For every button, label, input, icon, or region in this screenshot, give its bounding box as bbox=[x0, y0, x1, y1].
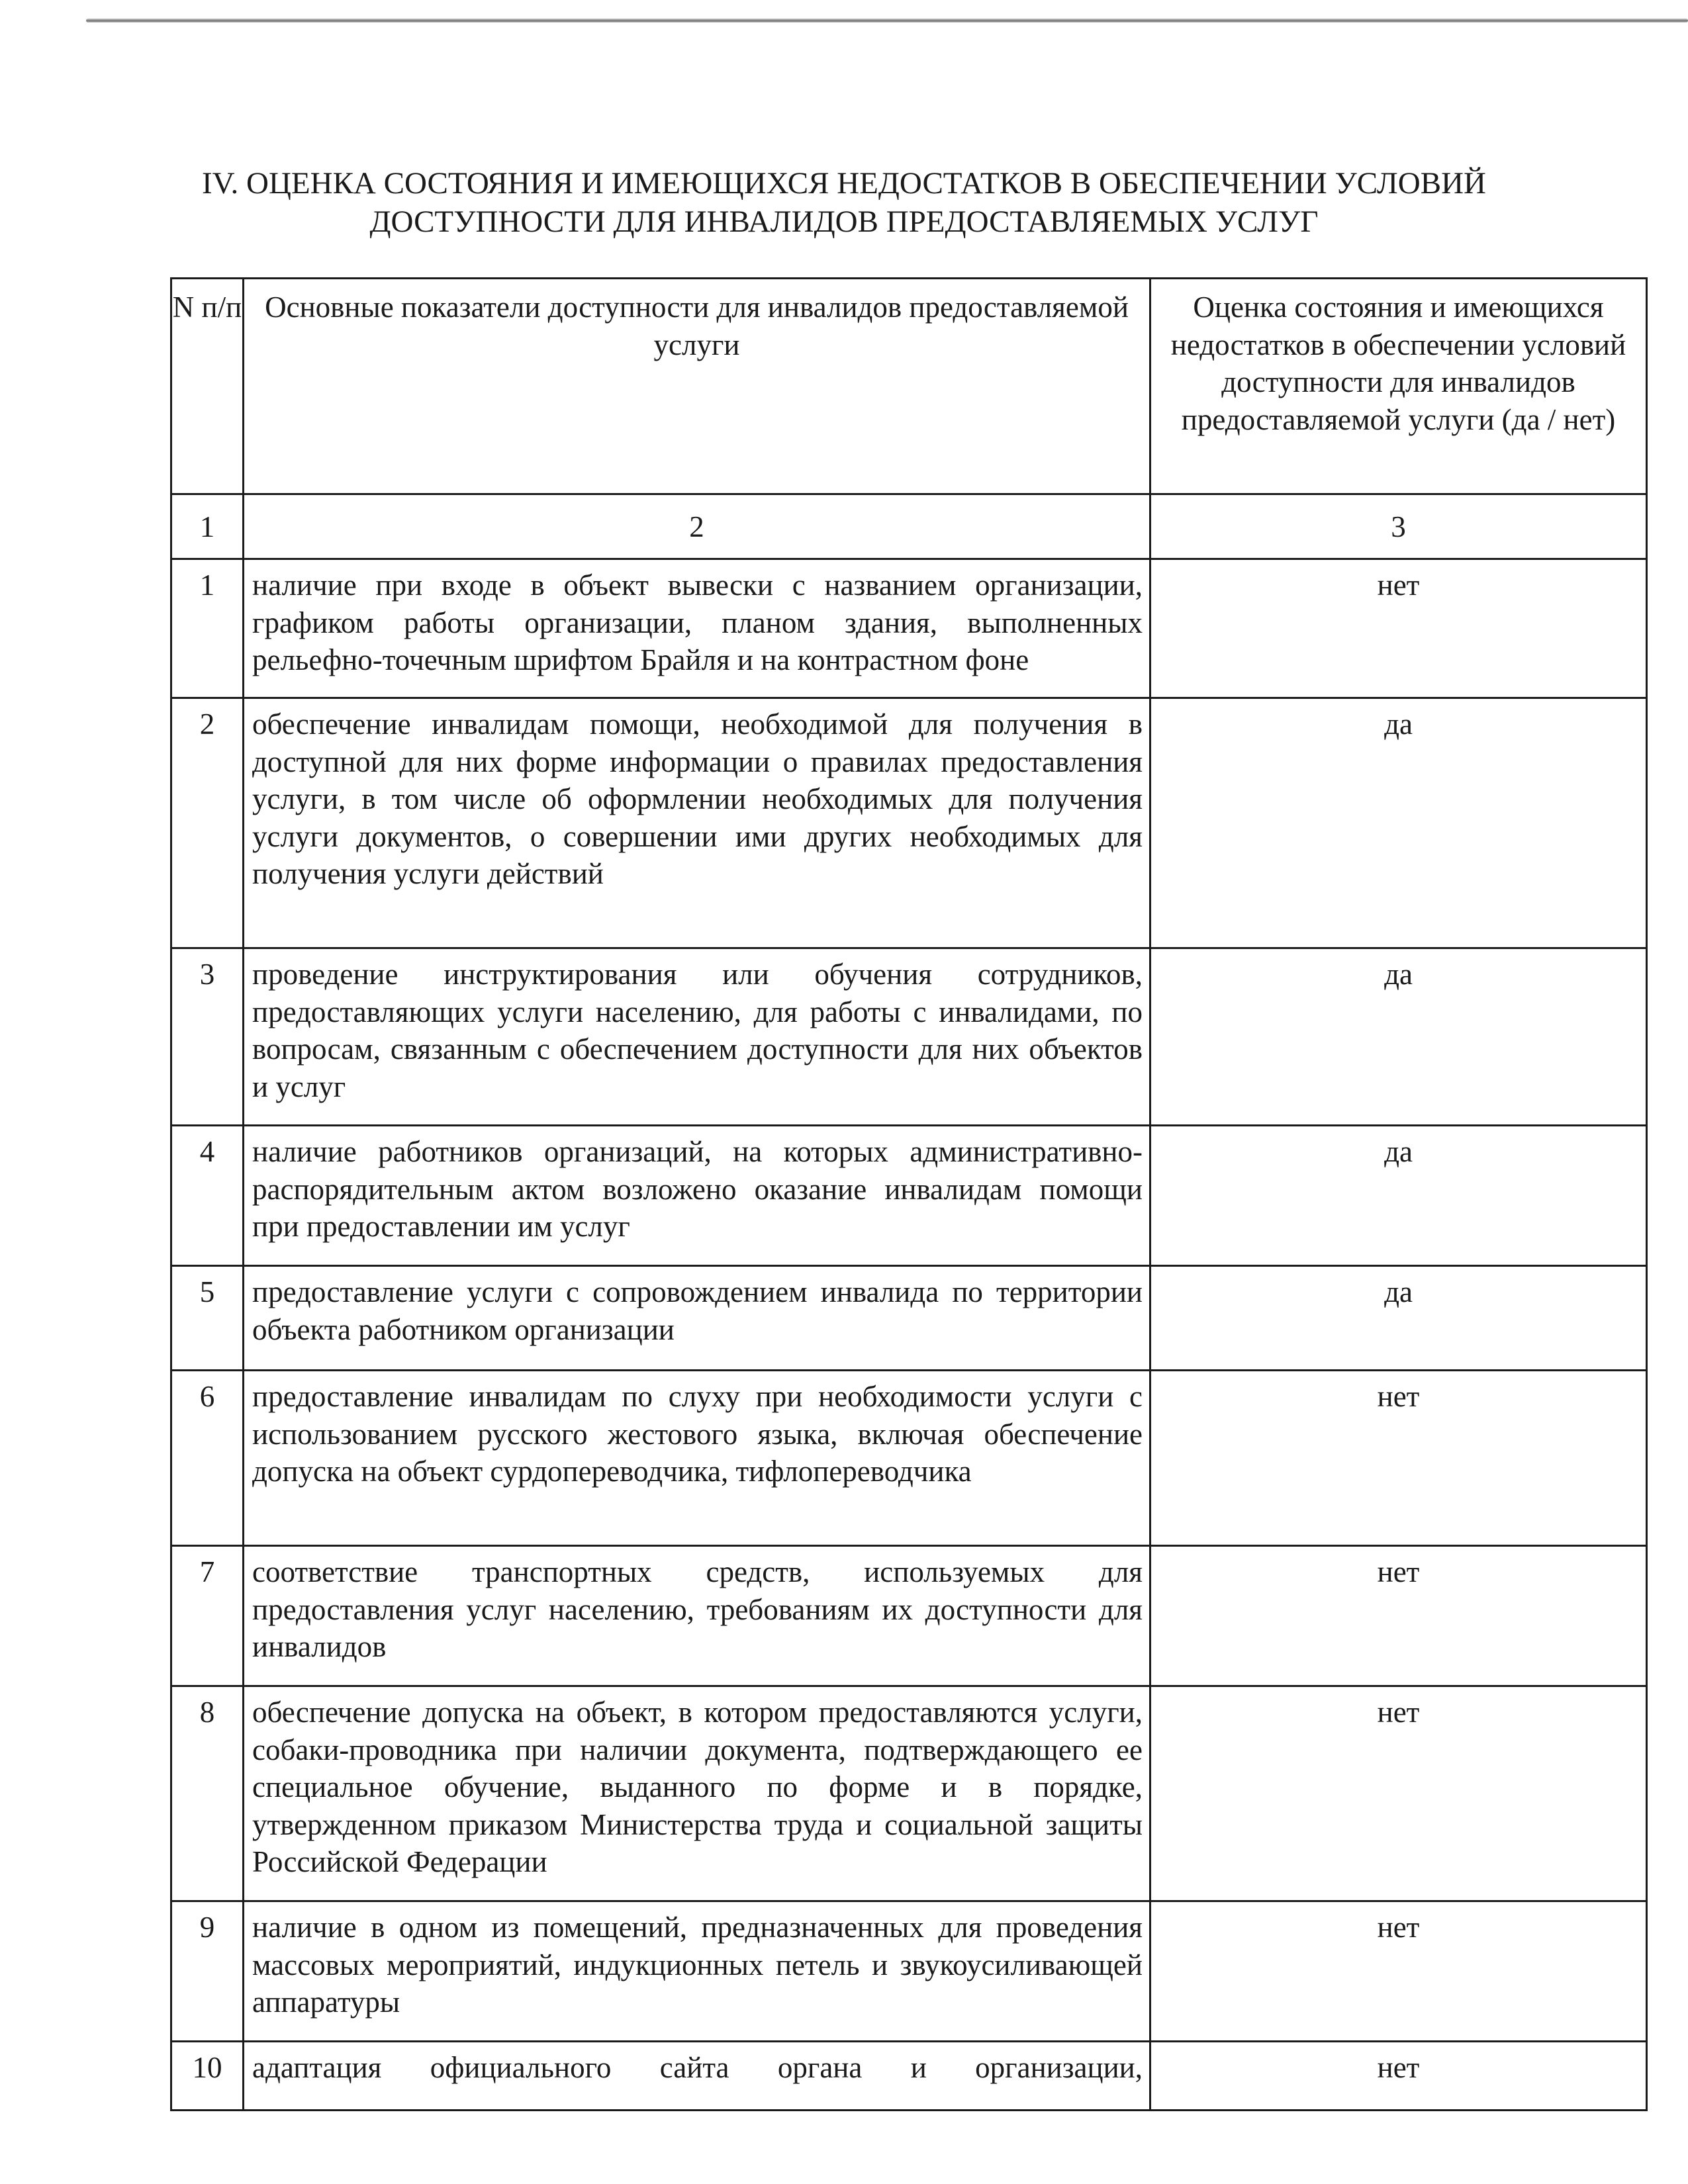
section-title-line-1: IV. ОЦЕНКА СОСТОЯНИЯ И ИМЕЮЩИХСЯ НЕДОСТАТКОВ В ОБЕСПЕЧЕНИИ УСЛОВИЙ bbox=[202, 166, 1486, 201]
header-row bbox=[171, 279, 1647, 494]
row-value: да bbox=[1150, 698, 1647, 948]
row-indicator: наличие работников организаций, на которых административно-распорядительным актом возложено оказание инвалидам помощи при предоставлении им услуг bbox=[244, 1126, 1150, 1266]
header-assessment: Оценка состояния и имеющихся недостатков в обеспечении условий доступности для инвалидов предоставляемой услуги (да / нет) bbox=[1150, 279, 1647, 494]
table-row bbox=[171, 698, 1647, 948]
scan-edge-shadow bbox=[86, 19, 1688, 23]
row-number: 5 bbox=[171, 1266, 244, 1371]
column-number-3: 3 bbox=[1150, 494, 1647, 559]
table-row bbox=[171, 1371, 1647, 1546]
row-indicator: предоставление услуги с сопровождением инвалида по территории объекта работником организации bbox=[244, 1266, 1150, 1371]
row-indicator: обеспечение допуска на объект, в котором предоставляются услуги, собаки-проводника при наличии документа, подтверждающего ее специальное обучение, выданного по форме и в порядке, утвержденном приказом Министерства труда и социальной защиты Российской Федерации bbox=[244, 1686, 1150, 1901]
row-indicator: обеспечение инвалидам помощи, необходимой для получения в доступной для них форме информации о правилах предоставления услуги, в том числе об оформлении необходимых для получения услуги документов, о совершении ими других необходимых для получения услуги действий bbox=[244, 698, 1150, 948]
row-indicator: соответствие транспортных средств, используемых для предоставления услуг населению, требованиям их доступности для инвалидов bbox=[244, 1546, 1150, 1686]
row-value: нет bbox=[1150, 2042, 1647, 2111]
table-row bbox=[171, 1901, 1647, 2042]
row-value: нет bbox=[1150, 1371, 1647, 1546]
row-indicator: наличие в одном из помещений, предназначенных для проведения массовых мероприятий, индукционных петель и звукоусиливающей аппаратуры bbox=[244, 1901, 1150, 2042]
row-number: 4 bbox=[171, 1126, 244, 1266]
column-number-2: 2 bbox=[244, 494, 1150, 559]
section-title-line-2: ДОСТУПНОСТИ ДЛЯ ИНВАЛИДОВ ПРЕДОСТАВЛЯЕМЫХ УСЛУГ bbox=[369, 205, 1319, 239]
row-value: да bbox=[1150, 948, 1647, 1126]
section-title bbox=[0, 164, 1688, 241]
row-number: 1 bbox=[171, 559, 244, 698]
table-row bbox=[171, 1126, 1647, 1266]
table-row bbox=[171, 1686, 1647, 1901]
row-indicator: проведение инструктирования или обучения сотрудников, предоставляющих услуги населению, для работы с инвалидами, по вопросам, связанным с обеспечением доступности для них объектов и услуг bbox=[244, 948, 1150, 1126]
accessibility-assessment-table bbox=[170, 277, 1648, 2111]
table-row bbox=[171, 1546, 1647, 1686]
row-indicator: адаптация официального сайта органа и организации, bbox=[244, 2042, 1150, 2111]
row-number: 9 bbox=[171, 1901, 244, 2042]
row-value: да bbox=[1150, 1126, 1647, 1266]
column-number-row bbox=[171, 494, 1647, 559]
row-value: да bbox=[1150, 1266, 1647, 1371]
header-num: N п/п bbox=[171, 279, 244, 494]
row-indicator: предоставление инвалидам по слуху при необходимости услуги с использованием русского жестового языка, включая обеспечение допуска на объект сурдопереводчика, тифлопереводчика bbox=[244, 1371, 1150, 1546]
table-row bbox=[171, 1266, 1647, 1371]
row-value: нет bbox=[1150, 1686, 1647, 1901]
header-indicator: Основные показатели доступности для инвалидов предоставляемой услуги bbox=[244, 279, 1150, 494]
row-indicator: наличие при входе в объект вывески с названием организации, графиком работы организации, планом здания, выполненных рельефно-точечным шрифтом Брайля и на контрастном фоне bbox=[244, 559, 1150, 698]
row-value: нет bbox=[1150, 559, 1647, 698]
row-number: 10 bbox=[171, 2042, 244, 2111]
row-number: 8 bbox=[171, 1686, 244, 1901]
row-value: нет bbox=[1150, 1901, 1647, 2042]
row-value: нет bbox=[1150, 1546, 1647, 1686]
row-number: 7 bbox=[171, 1546, 244, 1686]
table-row bbox=[171, 948, 1647, 1126]
row-number: 3 bbox=[171, 948, 244, 1126]
row-number: 2 bbox=[171, 698, 244, 948]
table-row bbox=[171, 559, 1647, 698]
table-row bbox=[171, 2042, 1647, 2111]
column-number-1: 1 bbox=[171, 494, 244, 559]
row-number: 6 bbox=[171, 1371, 244, 1546]
